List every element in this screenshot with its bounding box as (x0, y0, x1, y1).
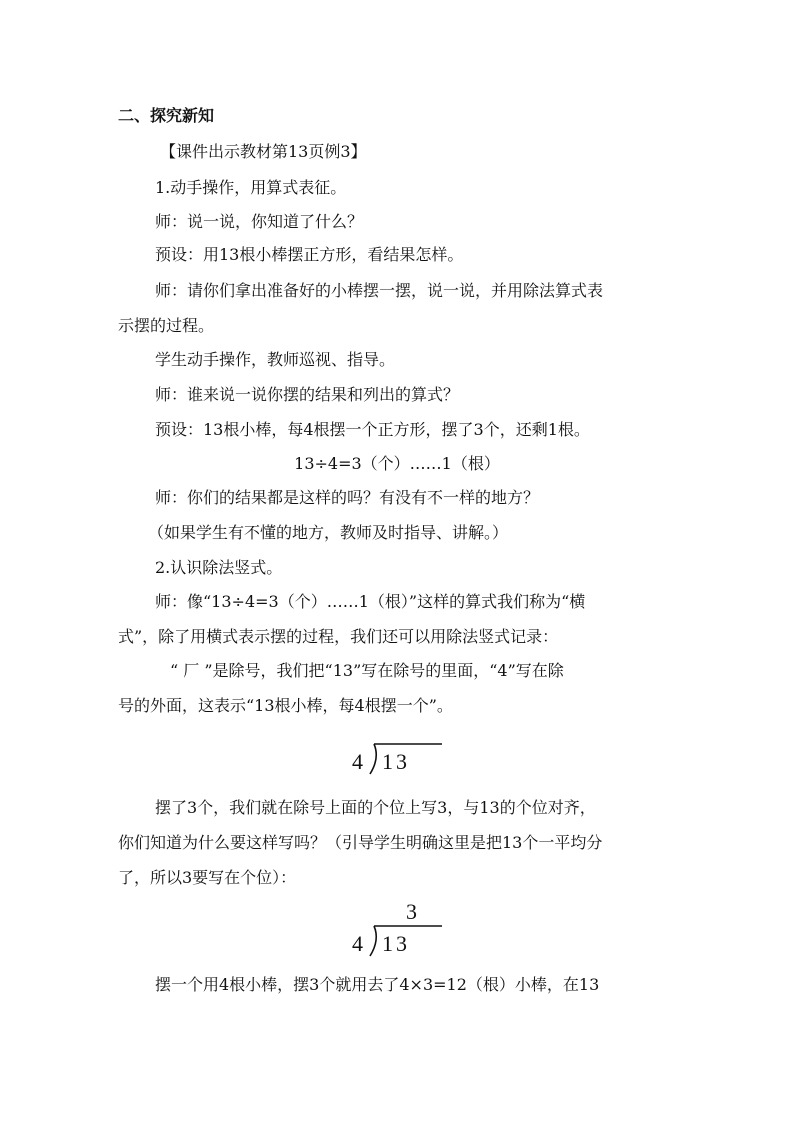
quotient-explain-line-3: 了，所以3要写在个位）： (118, 868, 297, 887)
long-division-1 (352, 742, 442, 778)
step-2-title: 2.认识除法竖式。 (155, 558, 283, 577)
student-activity: 学生动手操作，教师巡视、指导。 (155, 350, 396, 369)
final-paragraph-line: 摆一个用4根小棒，摆3个就用去了4×3=12（根）小棒，在13 (155, 975, 600, 994)
teacher-explain-line-1: 师：像“13÷4=3（个）……1（根）”这样的算式我们称为“横 (155, 592, 586, 611)
step-1-title: 1.动手操作，用算式表征。 (155, 178, 347, 197)
teacher-question-2-line-2: 示摆的过程。 (118, 316, 215, 335)
teacher-question-1: 师：说一说，你知道了什么？ (155, 212, 364, 231)
teacher-question-3: 师：谁来说一说你摆的结果和列出的算式？ (155, 385, 460, 404)
teacher-note: （如果学生有不懂的地方，教师及时指导、讲解。） (148, 523, 509, 542)
dividend: 13 (382, 931, 410, 956)
division-symbol-line-2: 号的外面，这表示“13根小棒，每4根摆一个”。 (118, 696, 453, 715)
courseware-note: 【课件出示教材第13页例3】 (160, 142, 367, 161)
quotient-explain-line-2: 你们知道为什么要这样写吗？（引导学生明确这里是把13个一平均分 (118, 833, 603, 852)
preset-answer-2: 预设：13根小棒，每4根摆一个正方形，摆了3个，还剩1根。 (155, 420, 590, 439)
quotient-explain-line-1: 摆了3个，我们就在除号上面的个位上写3，与13的个位对齐， (155, 798, 596, 817)
long-division-2 (352, 898, 442, 960)
divisor: 4 (352, 749, 363, 774)
division-symbol-line-1: “ 厂 ”是除号，我们把“13”写在除号的里面，“4”写在除 (170, 661, 564, 680)
teacher-question-4: 师：你们的结果都是这样的吗？有没有不一样的地方？ (155, 488, 540, 507)
teacher-question-2-line-1: 师：请你们拿出准备好的小棒摆一摆，说一说，并用除法算式表 (155, 281, 604, 300)
preset-answer-1: 预设：用13根小棒摆正方形，看结果怎样。 (155, 245, 464, 264)
quotient: 3 (406, 899, 417, 924)
division-equation: 13÷4=3（个）……1（根） (294, 454, 500, 473)
dividend: 13 (382, 749, 410, 774)
divisor: 4 (352, 931, 363, 956)
section-heading: 二、探究新知 (118, 106, 215, 125)
teacher-explain-line-2: 式”，除了用横式表示摆的过程，我们还可以用除法竖式记录： (118, 627, 559, 646)
